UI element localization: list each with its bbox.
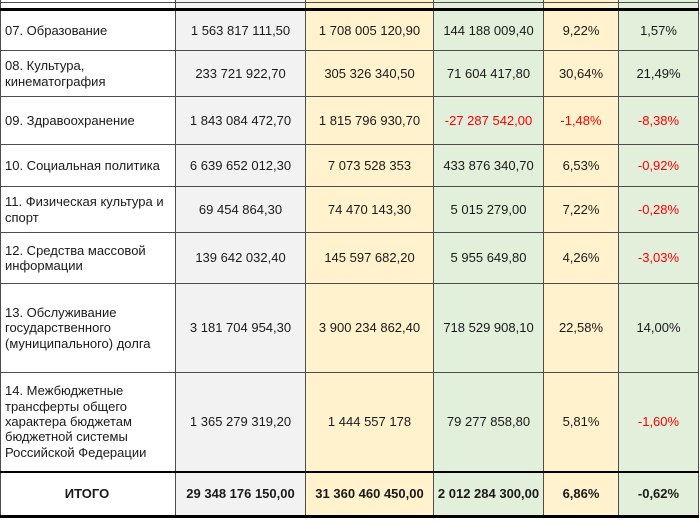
category-cell[interactable]: 14. Межбюджетные трансферты общего характера бюджетам бюджетной системы Российской Федерации [1, 373, 176, 472]
category-cell[interactable]: 10. Социальная политика [1, 145, 176, 187]
value-cell[interactable]: 305 326 340,50 [306, 51, 434, 97]
value-cell[interactable]: 139 642 032,40 [176, 233, 306, 284]
value-cell[interactable]: 1 843 084 472,70 [176, 97, 306, 145]
partial-cell [1, 3, 176, 10]
value-cell[interactable]: 71 604 417,80 [434, 51, 544, 97]
partial-cell [306, 3, 434, 10]
value-cell[interactable]: -1,48% [544, 97, 619, 145]
value-cell[interactable]: 6,86% [544, 472, 619, 517]
value-cell[interactable]: 5 015 279,00 [434, 187, 544, 233]
budget-table-body [1, 0, 699, 517]
value-cell[interactable]: 22,58% [544, 284, 619, 373]
value-cell[interactable]: 6 639 652 012,30 [176, 145, 306, 187]
value-cell[interactable]: -27 287 542,00 [434, 97, 544, 145]
partial-cell [544, 3, 619, 10]
value-cell[interactable]: 3 181 704 954,30 [176, 284, 306, 373]
value-cell[interactable]: 69 454 864,30 [176, 187, 306, 233]
table-row [1, 10, 699, 51]
value-cell[interactable]: 79 277 858,80 [434, 373, 544, 472]
value-cell[interactable]: -0,62% [619, 472, 699, 517]
value-cell[interactable]: 3 900 234 862,40 [306, 284, 434, 373]
partial-row-top-2 [1, 3, 699, 10]
value-cell[interactable]: 4,26% [544, 233, 619, 284]
value-cell[interactable]: 1 708 005 120,90 [306, 10, 434, 51]
value-cell[interactable]: 1 815 796 930,70 [306, 97, 434, 145]
value-cell[interactable]: 31 360 460 450,00 [306, 472, 434, 517]
value-cell[interactable]: 21,49% [619, 51, 699, 97]
value-cell[interactable]: 14,00% [619, 284, 699, 373]
table-row [1, 145, 699, 187]
value-cell[interactable]: 5 955 649,80 [434, 233, 544, 284]
partial-cell [619, 3, 699, 10]
category-cell[interactable]: 11. Физическая культура и спорт [1, 187, 176, 233]
value-cell[interactable]: -0,28% [619, 187, 699, 233]
category-cell[interactable]: 13. Обслуживание государственного (муниципального) долга [1, 284, 176, 373]
value-cell[interactable]: 1 365 279 319,20 [176, 373, 306, 472]
value-cell[interactable]: 6,53% [544, 145, 619, 187]
value-cell[interactable]: -3,03% [619, 233, 699, 284]
value-cell[interactable]: 30,64% [544, 51, 619, 97]
table-row [1, 97, 699, 145]
table-row [1, 373, 699, 472]
value-cell[interactable]: 9,22% [544, 10, 619, 51]
category-cell[interactable]: 07. Образование [1, 10, 176, 51]
value-cell[interactable]: 1,57% [619, 10, 699, 51]
table-row [1, 284, 699, 373]
category-cell[interactable]: 12. Средства массовой информации [1, 233, 176, 284]
partial-cell [176, 3, 306, 10]
value-cell[interactable]: 145 597 682,20 [306, 233, 434, 284]
value-cell[interactable]: 5,81% [544, 373, 619, 472]
value-cell[interactable]: 7 073 528 353 [306, 145, 434, 187]
value-cell[interactable]: -1,60% [619, 373, 699, 472]
value-cell[interactable]: 718 529 908,10 [434, 284, 544, 373]
value-cell[interactable]: 29 348 176 150,00 [176, 472, 306, 517]
table-row [1, 51, 699, 97]
value-cell[interactable]: 74 470 143,30 [306, 187, 434, 233]
total-row [1, 472, 699, 517]
value-cell[interactable]: 433 876 340,70 [434, 145, 544, 187]
value-cell[interactable]: 144 188 009,40 [434, 10, 544, 51]
value-cell[interactable]: 233 721 922,70 [176, 51, 306, 97]
value-cell[interactable]: 2 012 284 300,00 [434, 472, 544, 517]
total-label-cell[interactable]: ИТОГО [1, 472, 176, 517]
value-cell[interactable]: 1 563 817 111,50 [176, 10, 306, 51]
table-row [1, 233, 699, 284]
value-cell[interactable]: -8,38% [619, 97, 699, 145]
partial-cell [434, 3, 544, 10]
table-row [1, 187, 699, 233]
category-cell[interactable]: 09. Здравоохранение [1, 97, 176, 145]
value-cell[interactable]: 7,22% [544, 187, 619, 233]
value-cell[interactable]: -0,92% [619, 145, 699, 187]
value-cell[interactable]: 1 444 557 178 [306, 373, 434, 472]
category-cell[interactable]: 08. Культура, кинематография [1, 51, 176, 97]
